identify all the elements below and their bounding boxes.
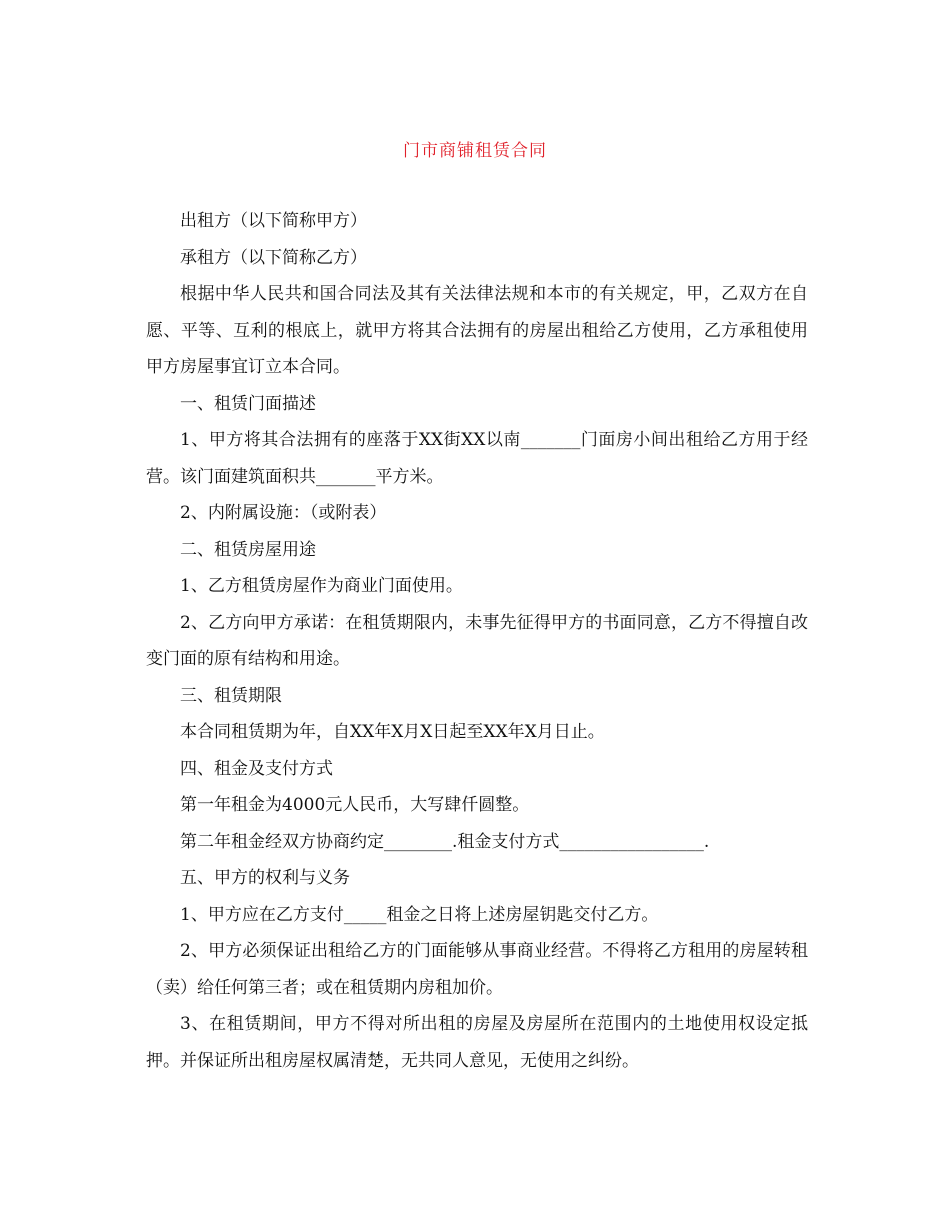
paragraph-5-3: 3、在租赁期间，甲方不得对所出租的房屋及房屋所在范围内的土地使用权设定抵押。并保证所出租房屋权属清楚，无共同人意见，无使用之纠纷。 (146, 1014, 808, 1071)
section-heading-3: 三、租赁期限 (180, 685, 282, 706)
section-heading-4: 四、租金及支付方式 (180, 758, 333, 779)
paragraph-2-2: 2、乙方向甲方承诺：在租赁期限内，未事先征得甲方的书面同意，乙方不得擅自改变门面的原有结构和用途。 (146, 612, 808, 669)
document-body (146, 203, 808, 1079)
section-heading-5: 五、甲方的权利与义务 (180, 868, 350, 888)
paragraph-5-1: 1、甲方应在乙方支付_____租金之日将上述房屋钥匙交付乙方。 (180, 904, 659, 925)
paragraph-3-1: 本合同租赁期为年，自XX年X月X日起至XX年X月日止。 (180, 722, 605, 742)
page-title: 门市商铺租赁合同 (403, 141, 547, 161)
paragraph-4-1: 第一年租金为4000元人民币，大写肆仟圆整。 (180, 795, 530, 815)
paragraph-5-2: 2、甲方必须保证出租给乙方的门面能够从事商业经营。不得将乙方租用的房屋转租（卖）给任何第三者；或在租赁期内房租加价。 (146, 941, 808, 998)
paragraph-2-1: 1、乙方租赁房屋作为商业门面使用。 (180, 576, 463, 596)
paragraph-1-2: 2、内附属设施：（或附表） (180, 503, 387, 523)
section-heading-1: 一、租赁门面描述 (180, 393, 316, 414)
paragraph-preamble: 根据中华人民共和国合同法及其有关法律法规和本市的有关规定，甲，乙双方在自愿、平等、互利的根底上，就甲方将其合法拥有的房屋出租给乙方使用，乙方承租使用甲方房屋事宜订立本合同。 (146, 284, 808, 377)
paragraph-lessee: 承租方（以下简称乙方） (180, 247, 367, 268)
paragraph-lessor: 出租方（以下简称甲方） (180, 211, 367, 231)
paragraph-1-1: 1、甲方将其合法拥有的座落于XX街XX以南_______门面房小间出租给乙方用于经营。该门面建筑面积共_______平方米。 (146, 430, 808, 487)
section-heading-2: 二、租赁房屋用途 (180, 539, 316, 560)
paragraph-4-2: 第二年租金经双方协商约定________.租金支付方式_________________. (180, 831, 710, 852)
